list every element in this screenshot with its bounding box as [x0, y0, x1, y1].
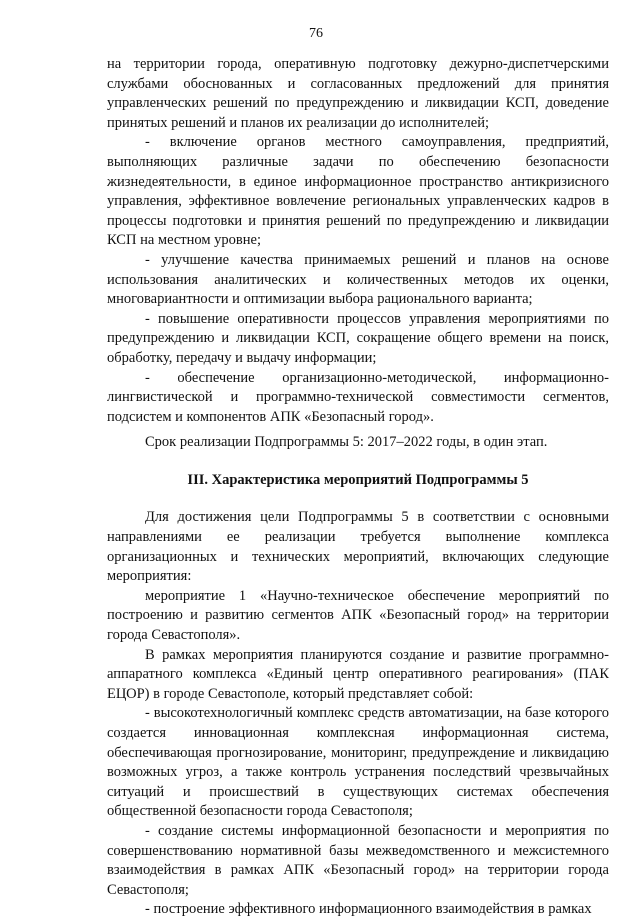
section-heading: III. Характеристика мероприятий Подпрограммы 5: [187, 471, 529, 488]
paragraph: В рамках мероприятия планируются создание и развитие программно-аппаратного комплекса «Единый центр оперативного реагирования» (ПАК ЕЦОР) в городе Севастополе, который представляет собой:: [107, 646, 609, 702]
bullet-paragraph: - включение органов местного самоуправления, предприятий, выполняющих различные задачи по обеспечению безопасности жизнедеятельности, в единое информационное пространство антикризисного управления, эффективное вовлечение региональных управленческих кадров в процессы подготовки и принятия решений по предупреждению и ликвидации КСП на местном уровне;: [107, 134, 609, 249]
page-number: 76: [309, 26, 323, 41]
document-body: [107, 55, 609, 920]
implementation-period: Срок реализации Подпрограммы 5: 2017–2022 годы, в один этап.: [145, 434, 548, 451]
bullet-paragraph: - улучшение качества принимаемых решений и планов на основе использования аналитических и количественных методов их оценки, многовариантности и оптимизации выбора рационального варианта;: [107, 251, 609, 308]
paragraph: мероприятие 1 «Научно-техническое обеспечение мероприятий по построению и развитию сегментов АПК «Безопасный город» на территории города Севастополя».: [107, 587, 609, 644]
bullet-paragraph: - обеспечение организационно-методической, информационно-лингвистической и программно-технической совместимости сегментов, подсистем и компонентов АПК «Безопасный город».: [107, 369, 609, 425]
paragraph: на территории города, оперативную подготовку дежурно-диспетчерскими службами обоснованных и согласованных предложений для принятия управленческих решений по предупреждению и ликвидации КСП, доведение принятых решений и планов их реализации до исполнителей;: [107, 56, 609, 131]
bullet-paragraph: - создание системы информационной безопасности и мероприятия по совершенствованию нормативной базы межведомственного и межсистемного взаимодействия в рамках АПК «Безопасный город» на территории города Севастополя;: [107, 822, 609, 898]
bullet-paragraph: - высокотехнологичный комплекс средств автоматизации, на базе которого создается инновационная комплексная информационная система, обеспечивающая прогнозирование, мониторинг, предупреждение и ликвидацию возможных угроз, а также контроль устранения последствий чрезвычайных ситуаций и происшествий в существующих системах обеспечения общественной безопасности города Севастополя;: [107, 705, 609, 820]
bullet-paragraph: - повышение оперативности процессов управления мероприятиями по предупреждению и ликвидации КСП, сокращение общего времени на поиск, обработку, передачу и выдачу информации;: [107, 310, 609, 366]
bullet-paragraph: - построение эффективного информационного взаимодействия в рамках: [145, 901, 592, 918]
paragraph: Для достижения цели Подпрограммы 5 в соответствии с основными направлениями ее реализации требуется выполнение комплекса организационных и технических мероприятий, включающих следующие мероприятия:: [107, 509, 609, 585]
